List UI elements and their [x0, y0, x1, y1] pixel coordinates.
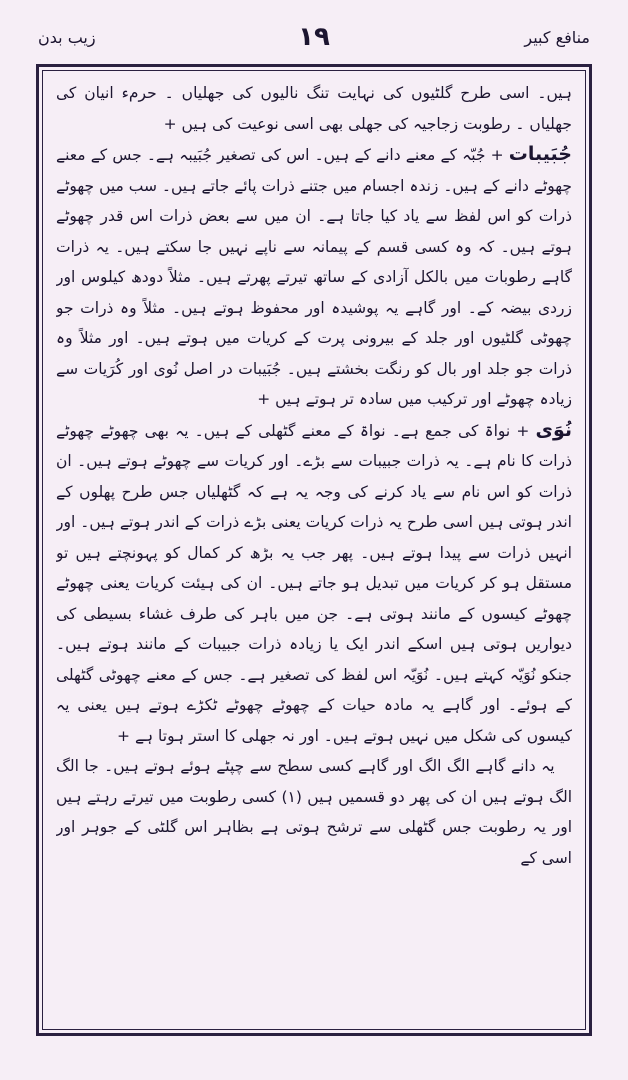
running-title: منافع کبیر: [524, 28, 590, 47]
term-heading: جُبَیبات: [508, 143, 572, 165]
paragraph: [56, 751, 572, 873]
page-header: [38, 22, 590, 58]
paragraph: [56, 415, 572, 752]
term-heading: نُوَی: [535, 418, 572, 441]
paragraph: [56, 78, 572, 139]
paragraph-text: ہیں۔ اسی طرح گلٹیوں کی نہایت تنگ نالیوں کی جھلیاں ۔ حرمء انیان کی جھلیاں ۔ رطوبت زجاجیہ کی جھلی بھی اسی نوعیت کی ہیں +: [56, 84, 572, 133]
paragraph: [56, 139, 572, 415]
section-title: زیب بدن: [38, 28, 96, 47]
paragraph-text: + جُبّہ کے معنے دانے کے ہیں۔ اس کی تصغیر جُبَیبہ ہے۔ جس کے معنے چھوٹے دانے کے ہیں۔ زندہ اجسام میں جتنے ذرات پائے جاتے ہیں۔ سب میں چھوٹے ذرات کو اس لفظ سے یاد کیا جاتا ہے۔ ان میں سے بعض ذرات اس قدر چھوٹے ہوتے ہیں۔ کہ وہ کسی قسم کے پیمانہ سے ناپے نہیں جا سکتے ہیں۔ یہ ذرات گاہے رطوبات میں بالکل آزادی کے ساتھ تیرتے پھرتے ہیں۔ مثلاً دودھ کیلوس اور زردی بیضہ کے۔ اور گاہے یہ پوشیدہ اور محفوظ ہوتے ہیں۔ مثلاً وہ ذرات جو چھوٹی گلٹیوں اور جلد کے بیرونی پرت کے کریات میں ہوتے ہیں۔ اور مثلاً وہ ذرات جو جلد اور بال کو رنگت بخشتے ہیں۔ جُبَیبات در اصل نُوی اور کُرَیات سے زیادہ چھوٹے اور ترکیب میں سادہ تر ہوتے ہیں +: [56, 146, 572, 408]
page-body: [56, 78, 572, 1023]
paragraph-text: یہ دانے گاہے الگ الگ اور گاہے کسی سطح سے چپٹے ہوئے ہوتے ہیں۔ جا الگ الگ ہوتے ہیں ان کی پھر دو قسمیں ہیں (۱) کسی رطوبت میں تیرتے رہتے ہیں اور یہ رطوبت جس گٹھلی سے ترشح ہوتی ہے بظاہر اس گلٹی کے جوہر اور اسی کے: [56, 757, 572, 867]
page-number: ۱۹: [298, 22, 330, 52]
paragraph-text: + نواۃ کی جمع ہے۔ نواۃ کے معنے گٹھلی کے ہیں۔ یہ بھی چھوٹے چھوٹے ذرات کا نام ہے۔ یہ ذرات جبیبات سے بڑے۔ اور کریات سے چھوٹے ہوتے ہیں۔ ان ذرات کو اس نام سے یاد کرنے کی وجہ یہ ہے کہ گٹھلیاں جس طرح پھلوں کے اندر ہوتی ہیں اسی طرح یہ ذرات کریات یعنی بڑے ذرات کے اندر ہوتے ہیں۔ اور انہیں ذرات سے پیدا ہوتے ہیں۔ پھر جب یہ بڑھ کر کمال کو پہونچتے ہیں تو مستقل ہو کر کریات میں تبدیل ہو جاتے ہیں۔ ان کی ہیئت کریات یعنی چھوٹے چھوٹے کیسوں کے مانند ہوتی ہے۔ جن میں باہر کی طرف غشاء بسیطی کی دیواریں ہوتی ہیں اسکے اندر ایک یا زیادہ ذرات جبیبات کے مانند ہوتے ہیں۔ جنکو نُوَیّہ کہتے ہیں۔ نُوَیّہ اس لفظ کی تصغیر ہے۔ جس کے معنے چھوٹی گٹھلی کے ہوئے۔ اور گاہے یہ مادہ حیات کے چھوٹے چھوٹے ٹکڑے ہوتے ہیں یعنی یہ کیسوں کی شکل میں نہیں ہوتے ہیں۔ اور نہ جھلی کا استر ہوتا ہے +: [56, 421, 572, 745]
